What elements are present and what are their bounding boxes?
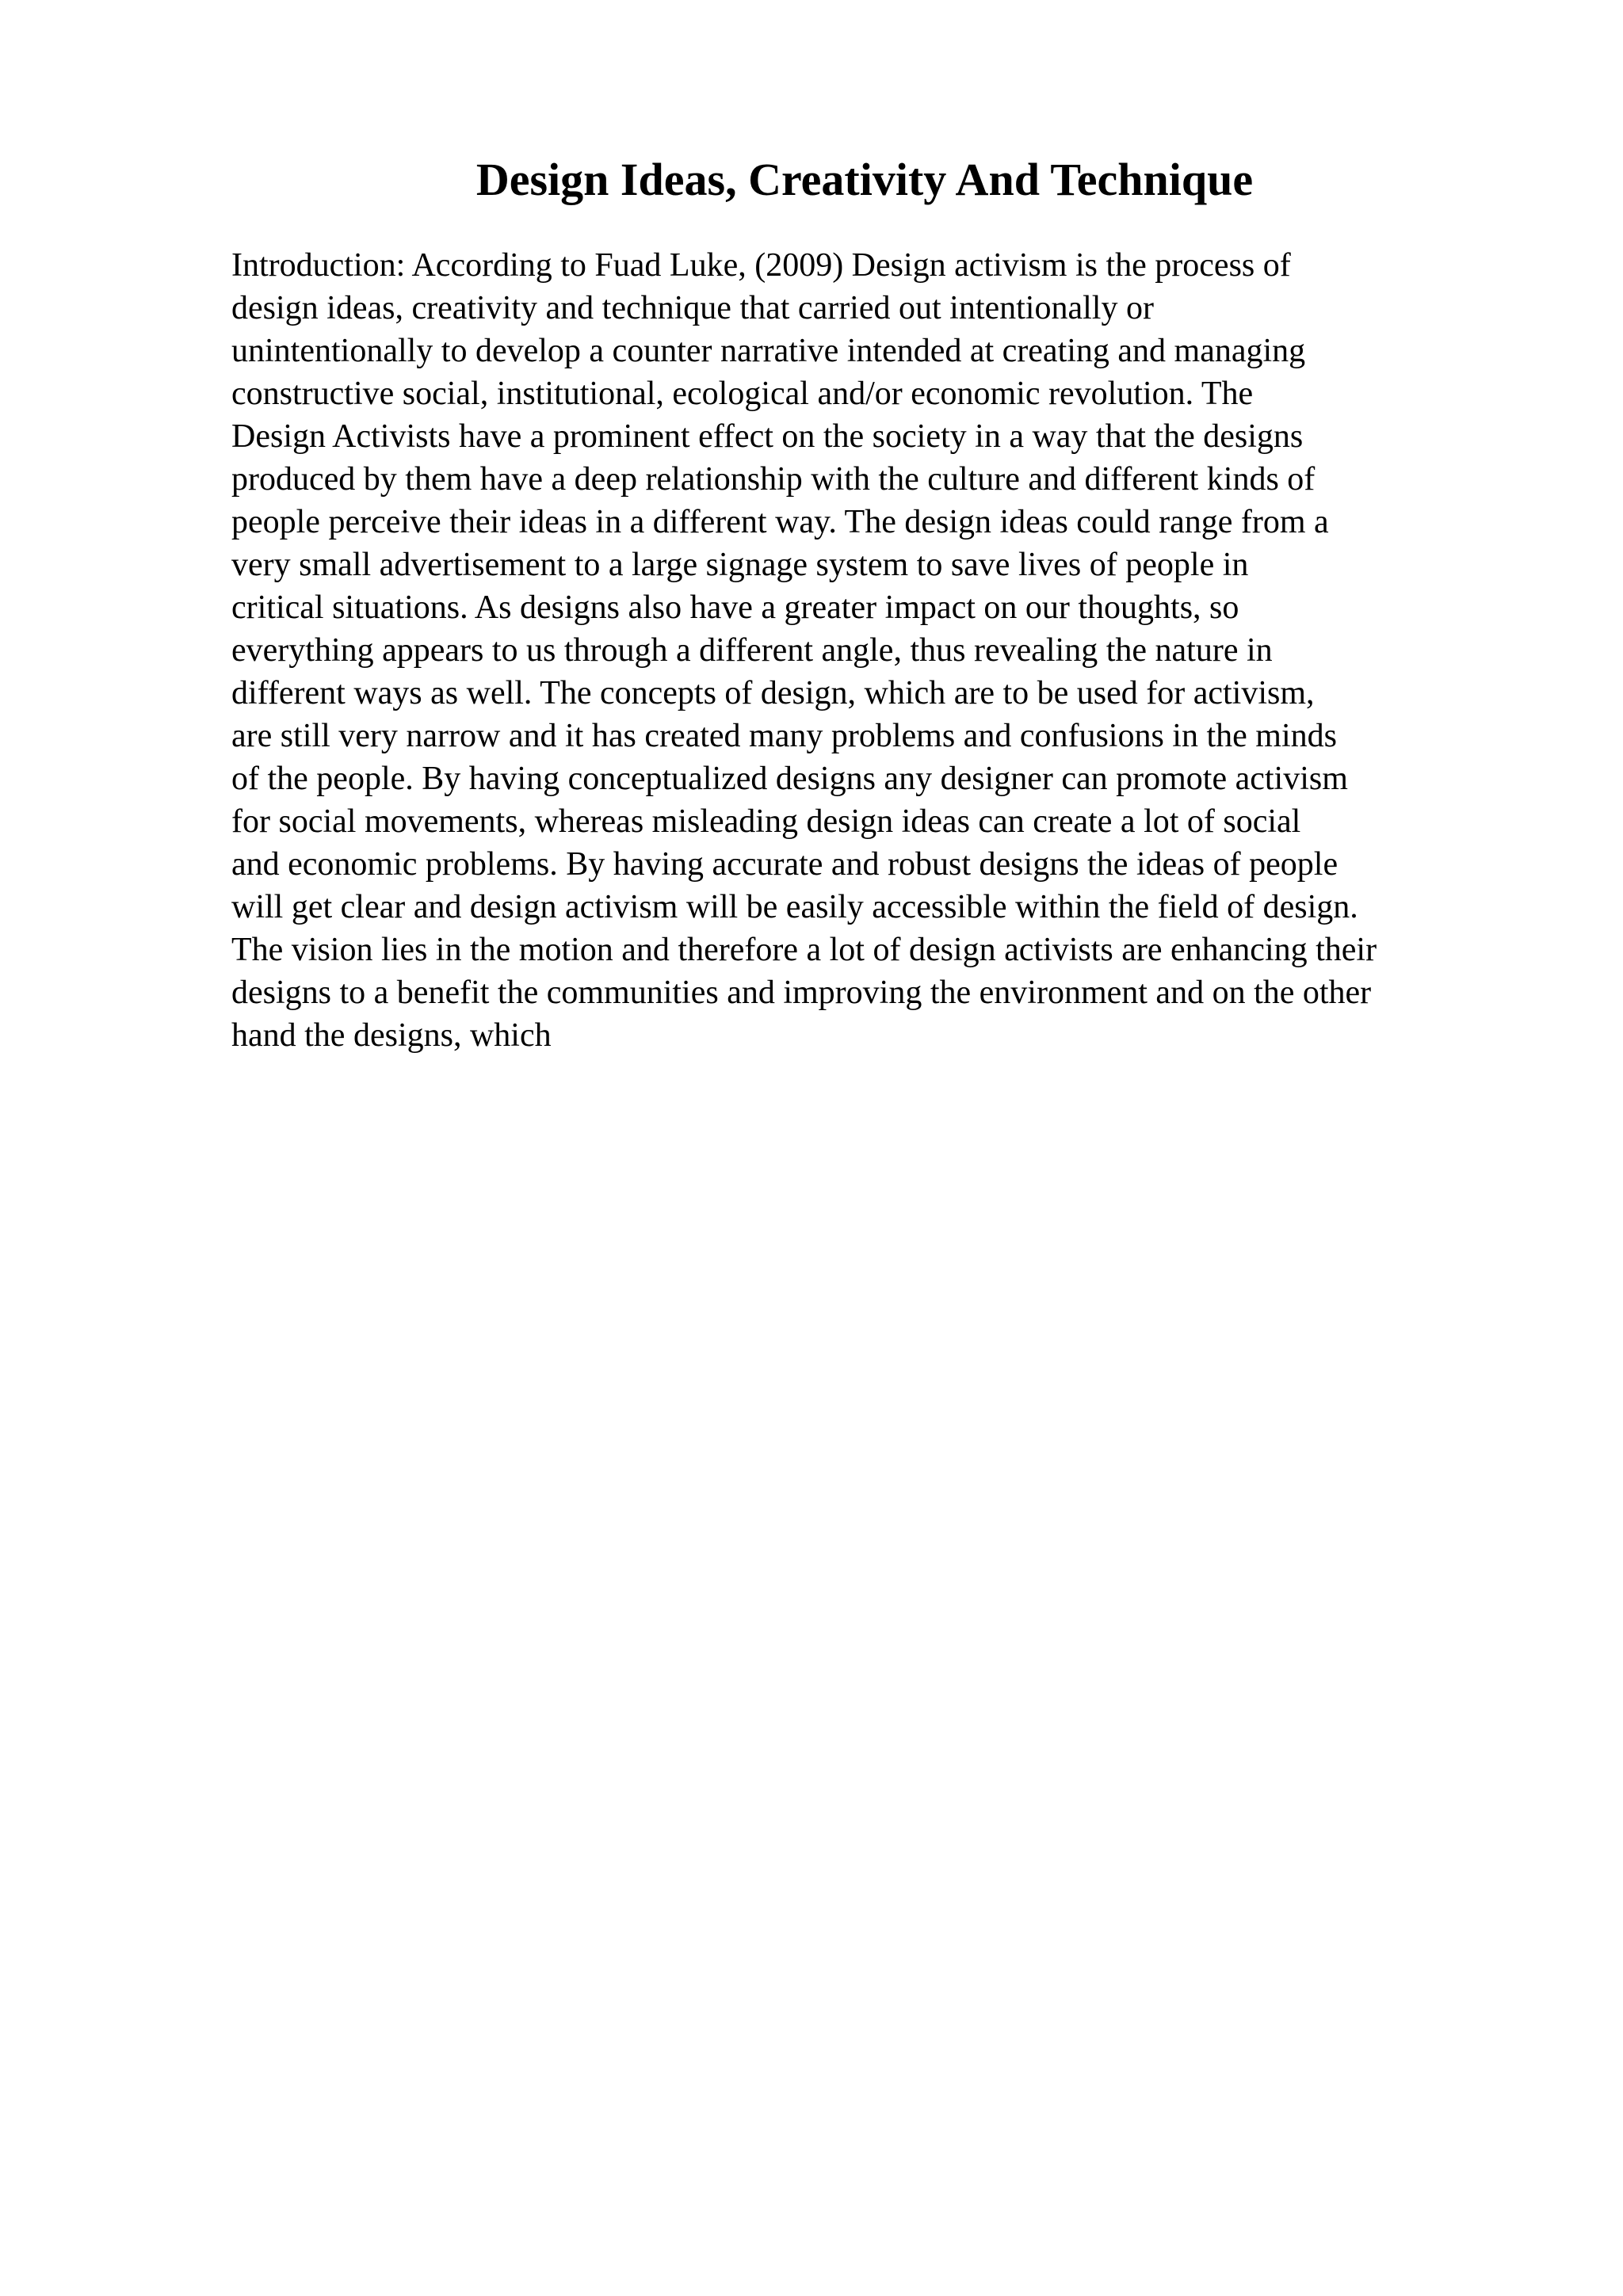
text-line: produced by them have a deep relationship with the culture and different kinds of [231,461,1316,498]
text-line: constructive social, institutional, ecological and/or economic revolution. The [231,376,1254,412]
text-line: of the people. By having conceptualized designs any designer can promote activism [231,761,1348,797]
text-line: will get clear and design activism will be easily accessible within the field of design. [231,889,1358,925]
text-line: for social movements, whereas misleading design ideas can create a lot of social [231,803,1301,840]
document-title: Design Ideas, Creativity And Technique [475,154,1254,205]
body-paragraph [231,244,1594,1057]
text-line: design ideas, creativity and technique that carried out intentionally or [231,290,1154,326]
text-line: and economic problems. By having accurate and robust designs the ideas of people [231,846,1338,883]
text-line: people perceive their ideas in a different way. The design ideas could range from a [231,504,1329,540]
text-line: Design Activists have a prominent effect on the society in a way that the designs [231,418,1304,455]
text-line: different ways as well. The concepts of design, which are to be used for activism, [231,675,1315,711]
text-line: hand the designs, which [231,1017,552,1054]
text-line: unintentionally to develop a counter narrative intended at creating and managing [231,333,1306,369]
text-line: very small advertisement to a large signage system to save lives of people in [231,547,1249,583]
text-line: everything appears to us through a different angle, thus revealing the nature in [231,632,1273,669]
text-line: Introduction: According to Fuad Luke, (2009) Design activism is the process of [231,247,1291,284]
text-line: The vision lies in the motion and therefore a lot of design activists are enhancing their [231,932,1377,968]
text-line: are still very narrow and it has created many problems and confusions in the minds [231,718,1337,754]
text-line: designs to a benefit the communities and improving the environment and on the other [231,974,1372,1011]
text-line: critical situations. As designs also have a greater impact on our thoughts, so [231,589,1239,626]
